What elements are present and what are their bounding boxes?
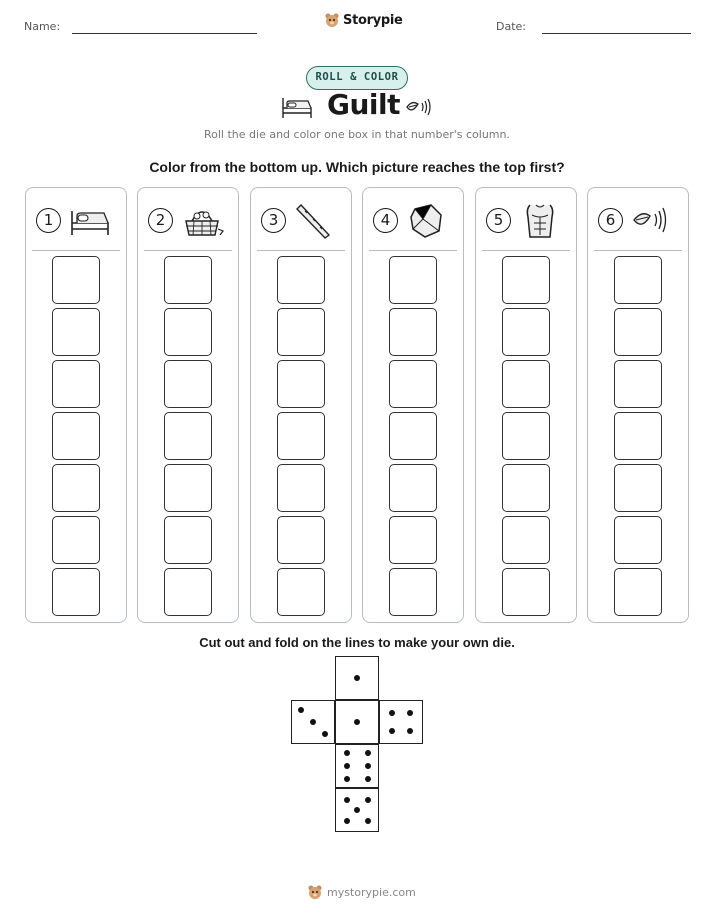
die-pip: [344, 818, 350, 824]
color-box[interactable]: [614, 568, 662, 616]
mouth-speaking-icon: [630, 201, 674, 239]
die-pip: [354, 675, 360, 681]
die-pip: [344, 797, 350, 803]
date-label: Date:: [496, 20, 526, 33]
color-box[interactable]: [277, 256, 325, 304]
instruction-text: Color from the bottom up. Which picture reaches the top first?: [149, 159, 565, 175]
die-pip: [407, 710, 413, 716]
column-divider: [257, 250, 345, 251]
color-box[interactable]: [614, 516, 662, 564]
color-box[interactable]: [52, 308, 100, 356]
color-box[interactable]: [52, 464, 100, 512]
column-divider: [594, 250, 682, 251]
die-pip: [389, 728, 395, 734]
color-box[interactable]: [52, 568, 100, 616]
column-divider: [144, 250, 232, 251]
color-box[interactable]: [502, 308, 550, 356]
color-box[interactable]: [614, 464, 662, 512]
color-box[interactable]: [277, 568, 325, 616]
color-box[interactable]: [502, 412, 550, 460]
color-box[interactable]: [164, 464, 212, 512]
column-divider: [369, 250, 457, 251]
color-box[interactable]: [502, 360, 550, 408]
die-face-5: [335, 788, 379, 832]
color-box[interactable]: [389, 360, 437, 408]
die-pip: [365, 818, 371, 824]
color-box[interactable]: [502, 568, 550, 616]
brand-logo: [324, 12, 403, 28]
color-box[interactable]: [389, 308, 437, 356]
column-header: [588, 188, 688, 250]
date-line[interactable]: [542, 33, 691, 34]
color-box[interactable]: [52, 360, 100, 408]
color-box[interactable]: [164, 360, 212, 408]
die-face-1: [335, 700, 379, 744]
brand-name: Storypie: [343, 12, 403, 28]
roll-column-4: [362, 187, 464, 623]
die-pip: [344, 776, 350, 782]
color-box[interactable]: [164, 516, 212, 564]
mouth-speaking-icon: [404, 96, 432, 118]
die-pip: [365, 797, 371, 803]
column-number: 2: [148, 208, 173, 233]
color-box[interactable]: [502, 516, 550, 564]
die-pip: [354, 719, 360, 725]
color-box[interactable]: [277, 516, 325, 564]
column-header: [476, 188, 576, 250]
color-box[interactable]: [52, 256, 100, 304]
column-number: 3: [261, 208, 286, 233]
rock-icon: [405, 201, 449, 239]
color-box[interactable]: [164, 256, 212, 304]
bed-icon: [280, 92, 314, 120]
die-face-6: [335, 744, 379, 788]
die-face-1: [335, 656, 379, 700]
subtitle: Roll the die and color one box in that number's column.: [204, 128, 510, 141]
die-pip: [407, 728, 413, 734]
color-box[interactable]: [389, 516, 437, 564]
footer-url[interactable]: mystorypie.com: [327, 885, 416, 899]
bear-logo-icon: [324, 12, 340, 28]
color-box[interactable]: [164, 308, 212, 356]
torso-icon: [518, 201, 562, 239]
stick-icon: [293, 201, 337, 239]
column-divider: [32, 250, 120, 251]
die-pip: [344, 763, 350, 769]
column-divider: [482, 250, 570, 251]
color-box[interactable]: [164, 568, 212, 616]
basket-icon: [180, 201, 224, 239]
color-box[interactable]: [389, 256, 437, 304]
roll-column-6: [587, 187, 689, 623]
color-box[interactable]: [502, 256, 550, 304]
bear-logo-icon: [307, 884, 323, 900]
color-box[interactable]: [164, 412, 212, 460]
color-box[interactable]: [277, 360, 325, 408]
name-label: Name:: [24, 20, 61, 33]
color-box[interactable]: [277, 412, 325, 460]
roll-column-5: [475, 187, 577, 623]
column-number: 5: [486, 208, 511, 233]
die-pip: [344, 750, 350, 756]
color-box[interactable]: [52, 412, 100, 460]
page-title: Guilt: [327, 88, 400, 121]
color-box[interactable]: [614, 360, 662, 408]
die-pip: [365, 776, 371, 782]
name-line[interactable]: [72, 33, 257, 34]
column-header: [26, 188, 126, 250]
die-pip: [365, 750, 371, 756]
roll-column-3: [250, 187, 352, 623]
color-box[interactable]: [614, 256, 662, 304]
bed-icon: [68, 201, 112, 239]
color-box[interactable]: [389, 412, 437, 460]
roll-column-1: [25, 187, 127, 623]
column-number: 4: [373, 208, 398, 233]
die-pip: [354, 807, 360, 813]
die-face-3: [291, 700, 335, 744]
color-box[interactable]: [52, 516, 100, 564]
footer: [307, 884, 416, 900]
die-face-4: [379, 700, 423, 744]
die-pip: [310, 719, 316, 725]
column-header: [363, 188, 463, 250]
column-number: 6: [598, 208, 623, 233]
color-box[interactable]: [389, 568, 437, 616]
roll-column-2: [137, 187, 239, 623]
die-instruction: Cut out and fold on the lines to make your own die.: [199, 635, 515, 650]
color-box[interactable]: [389, 464, 437, 512]
color-box[interactable]: [277, 308, 325, 356]
column-header: [138, 188, 238, 250]
die-pip: [322, 731, 328, 737]
die-pip: [298, 707, 304, 713]
color-box[interactable]: [614, 412, 662, 460]
color-box[interactable]: [502, 464, 550, 512]
color-box[interactable]: [277, 464, 325, 512]
column-number: 1: [36, 208, 61, 233]
column-header: [251, 188, 351, 250]
die-pip: [389, 710, 395, 716]
color-box[interactable]: [614, 308, 662, 356]
die-pip: [365, 763, 371, 769]
activity-badge: ROLL & COLOR: [306, 66, 408, 90]
